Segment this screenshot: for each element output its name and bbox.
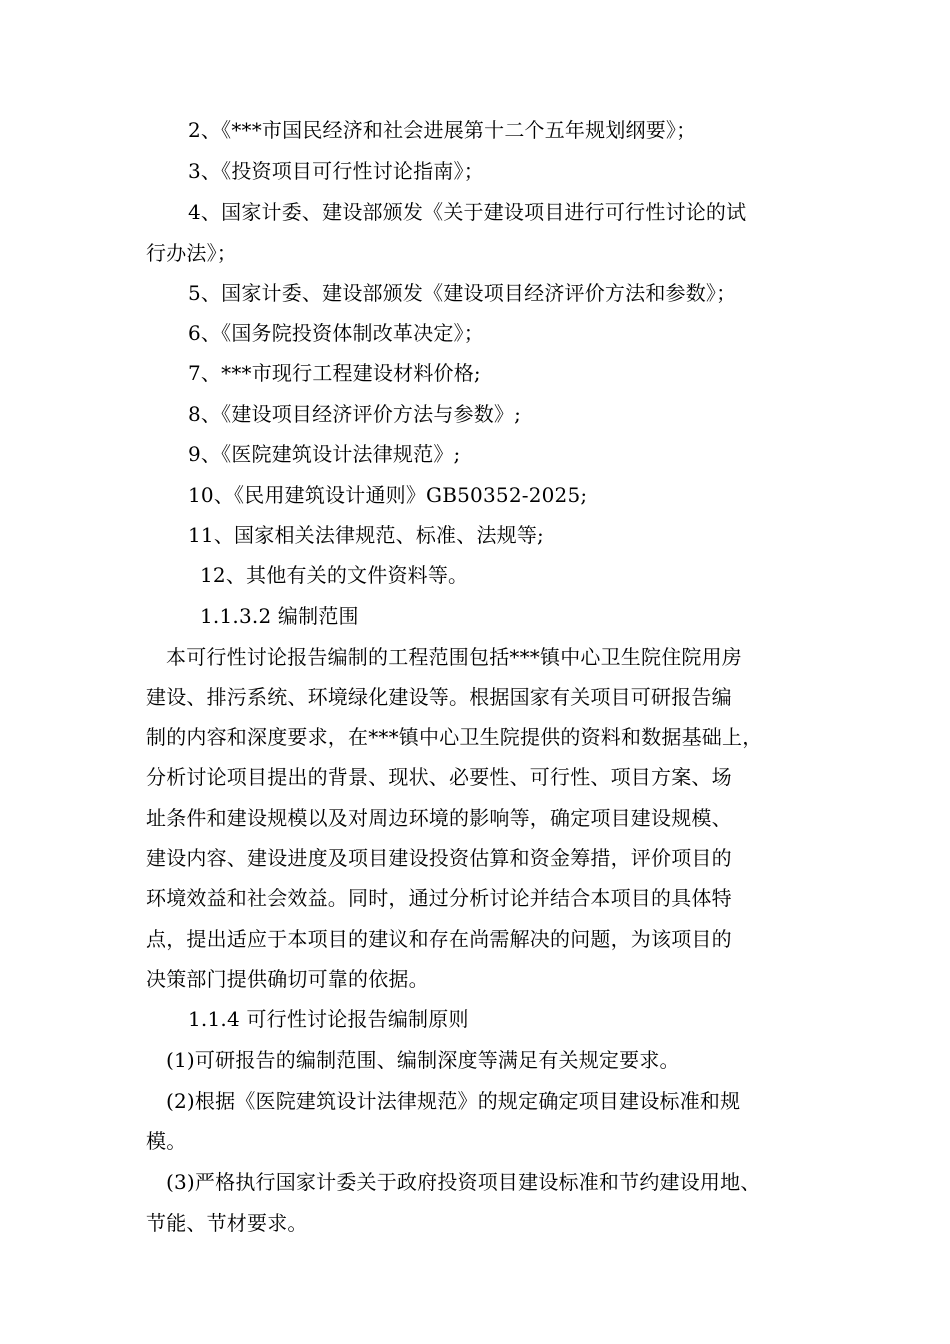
scope-paragraph-line: 决策部门提供确切可靠的依据。 [146,967,429,991]
scope-paragraph-line: 建设内容、建设进度及项目建设投资估算和资金筹措，评价项目的 [146,846,732,870]
principle-2-continued: 模。 [146,1129,187,1153]
list-item-7: 7、***市现行工程建设材料价格; [188,361,481,385]
principle-1: (1)可研报告的编制范围、编制深度等满足有关规定要求。 [166,1048,680,1072]
principle-3-continued: 节能、节材要求。 [146,1211,308,1235]
scope-paragraph-line: 分析讨论项目提出的背景、现状、必要性、可行性、项目方案、场 [146,765,732,789]
section-heading-principles: 1.1.4 可行性讨论报告编制原则 [188,1007,469,1031]
list-item-4-continued: 行办法》； [146,241,237,265]
scope-paragraph-line: 址条件和建设规模以及对周边环境的影响等，确定项目建设规模、 [146,806,732,830]
scope-paragraph-line: 本可行性讨论报告编制的工程范围包括***镇中心卫生院住院用房 [166,645,742,669]
list-item-4: 4、国家计委、建设部颁发《关于建设项目进行可行性讨论的试 [188,200,747,224]
scope-paragraph-line: 建设、排污系统、环境绿化建设等。根据国家有关项目可研报告编 [146,685,732,709]
list-item-5: 5、国家计委、建设部颁发《建设项目经济评价方法和参数》； [188,281,737,305]
list-item-9: 9、《医院建筑设计法律规范》; [188,442,461,466]
scope-paragraph-line: 制的内容和深度要求，在***镇中心卫生院提供的资料和数据基础上， [146,725,763,749]
list-item-8: 8、《建设项目经济评价方法与参数》; [188,402,522,426]
list-item-10: 10、《民用建筑设计通则》GB50352-2025; [188,483,588,507]
section-heading-scope: 1.1.3.2 编制范围 [200,604,359,628]
principle-3: (3)严格执行国家计委关于政府投资项目建设标准和节约建设用地、 [166,1170,761,1194]
list-item-12: 12、其他有关的文件资料等。 [200,563,469,587]
scope-paragraph-line: 点，提出适应于本项目的建议和存在尚需解决的问题，为该项目的 [146,927,732,951]
principle-2: (2)根据《医院建筑设计法律规范》的规定确定项目建设标准和规 [166,1089,741,1113]
list-item-6: 6、《国务院投资体制改革决定》； [188,321,484,345]
scope-paragraph-line: 环境效益和社会效益。同时，通过分析讨论并结合本项目的具体特 [146,886,732,910]
list-item-3: 3、《投资项目可行性讨论指南》； [188,159,484,183]
list-item-2: 2、《***市国民经济和社会进展第十二个五年规划纲要》； [188,118,697,142]
list-item-11: 11、国家相关法律规范、标准、法规等; [188,523,544,547]
